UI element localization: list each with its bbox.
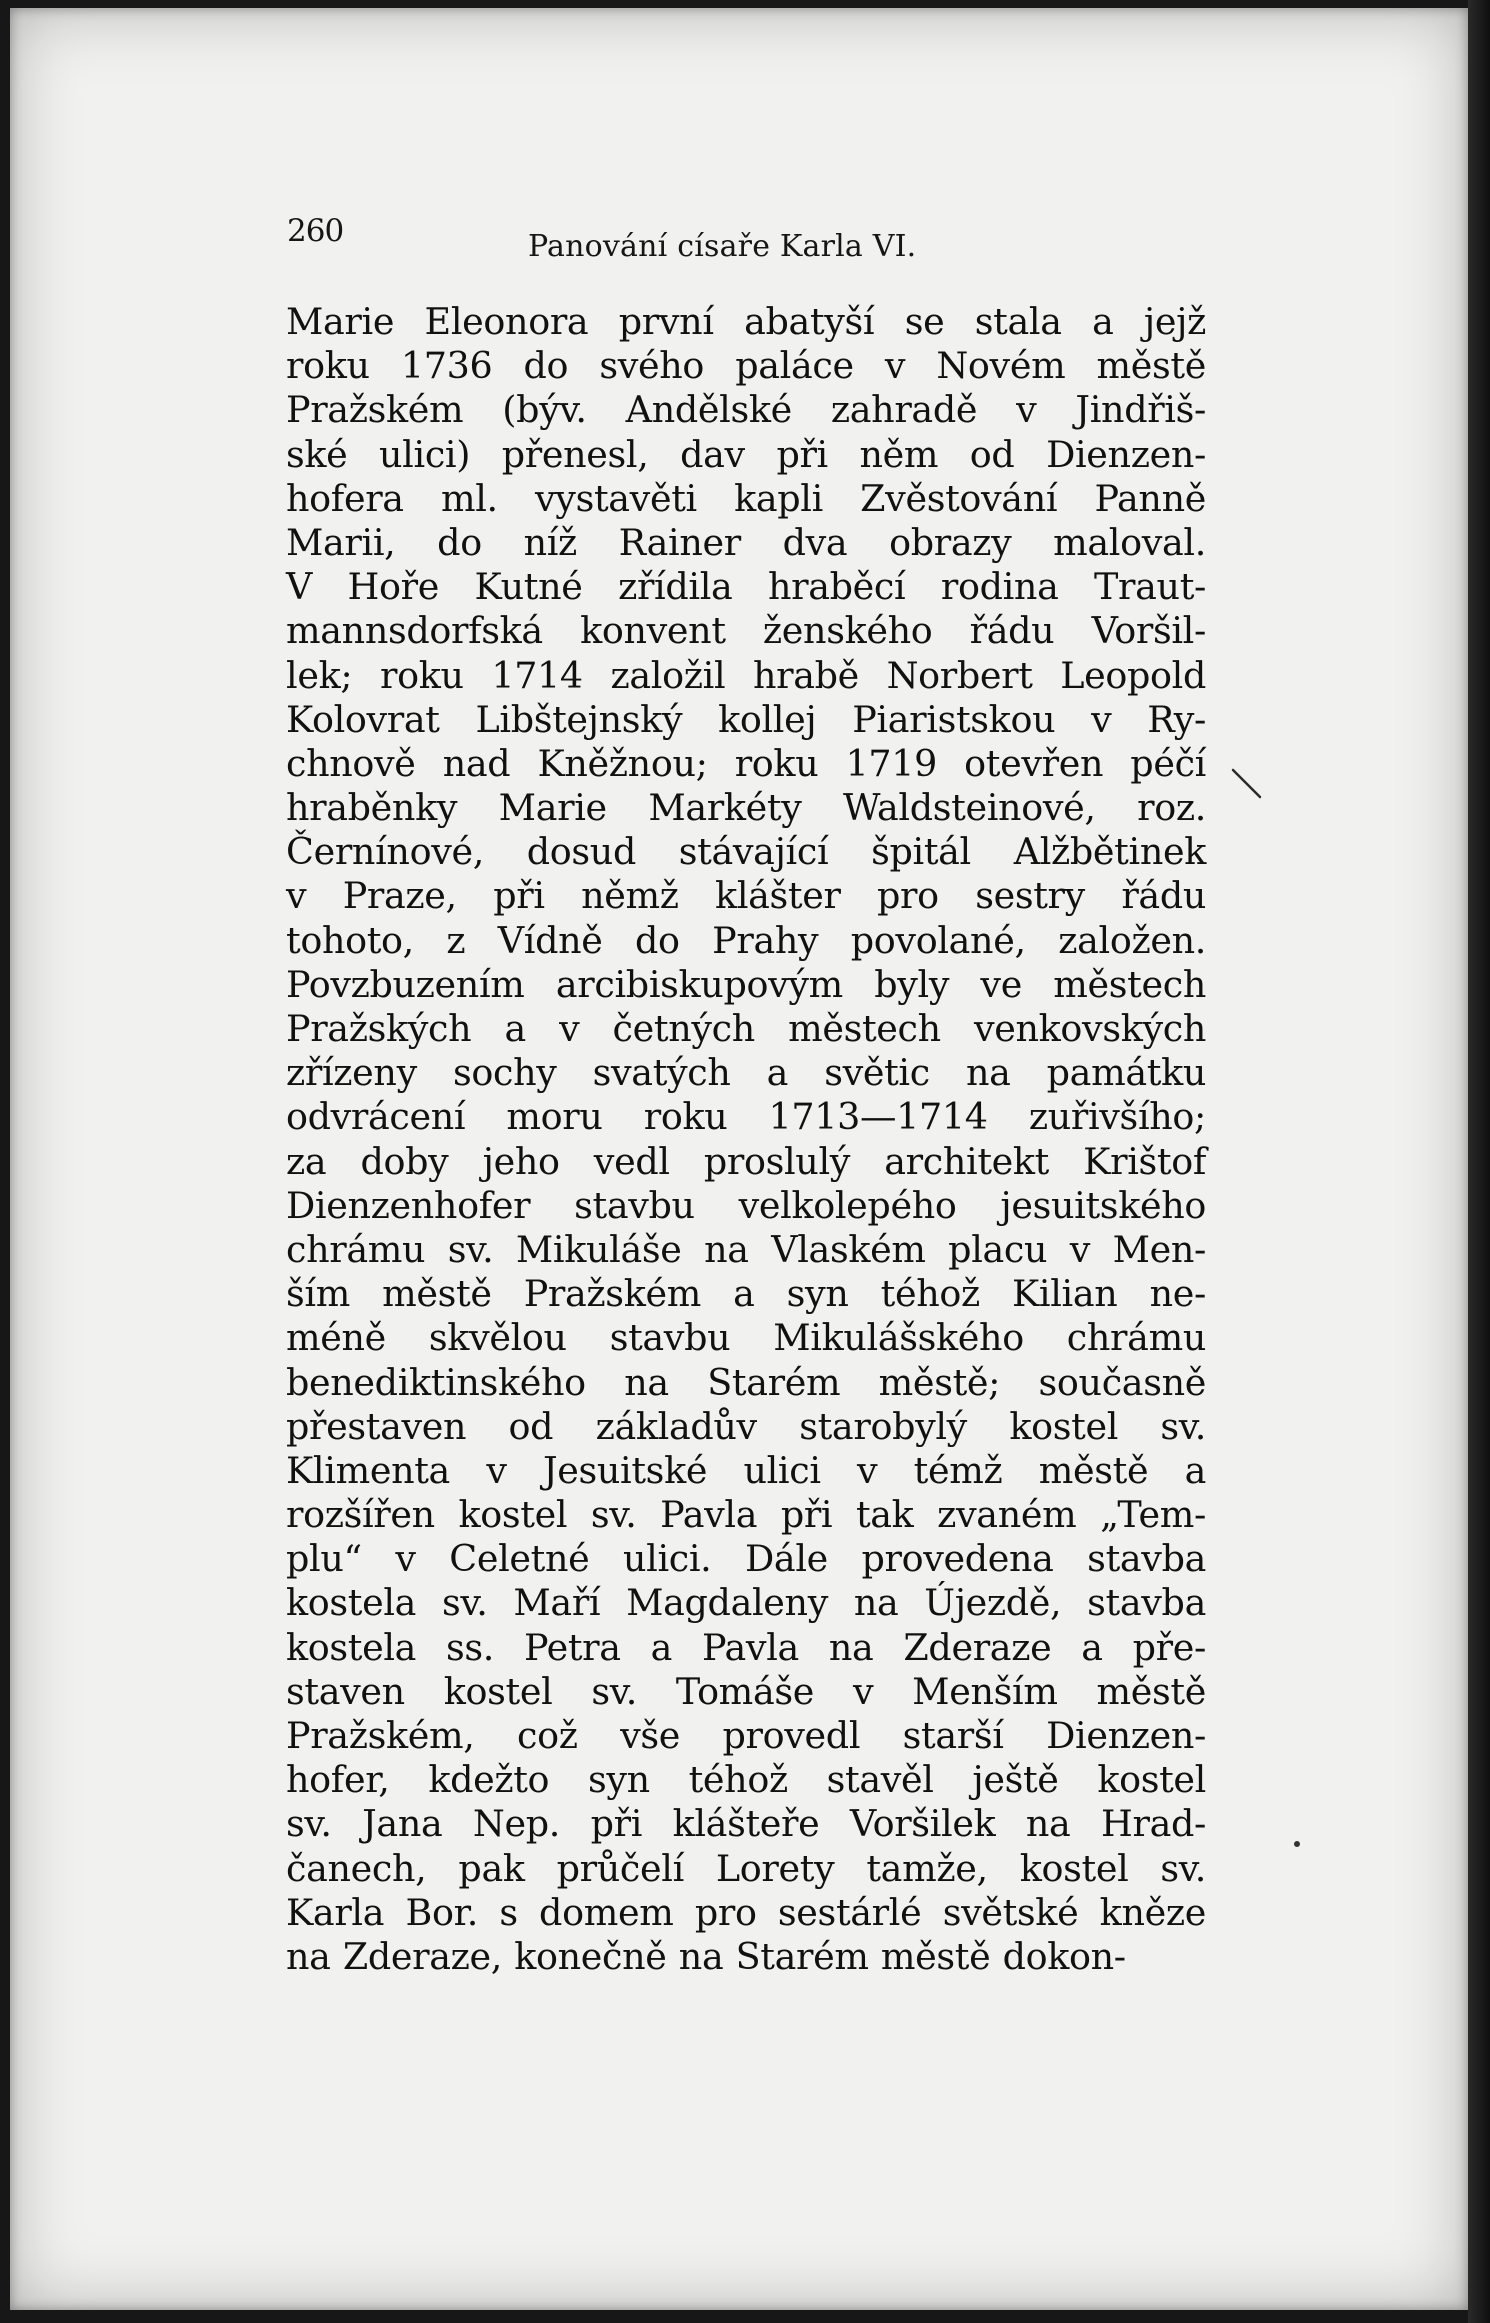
text-line: chnově nad Kněžnou; roku 1719 otevřen péčí (286, 741, 1206, 785)
text-line: staven kostel sv. Tomáše v Menším městě (286, 1669, 1206, 1713)
text-line: Marii, do níž Rainer dva obrazy maloval. (286, 520, 1206, 564)
text-line: přestaven od základův starobylý kostel sv. (286, 1404, 1206, 1448)
text-line: Karla Bor. s domem pro sestárlé světské kněze (286, 1890, 1206, 1934)
text-line: benediktinského na Starém městě; současně (286, 1360, 1206, 1404)
text-line: hraběnky Marie Markéty Waldsteinové, roz. (286, 786, 1206, 830)
text-line: ské ulici) přenesl, dav při něm od Dienzen- (286, 432, 1206, 476)
text-line: kostela ss. Petra a Pavla na Zderaze a pře- (286, 1625, 1206, 1669)
text-line: zřízeny sochy svatých a světic na památku (286, 1051, 1206, 1095)
text-line: chrámu sv. Mikuláše na Vlaském placu v Men- (286, 1227, 1206, 1271)
running-head: Panování císaře Karla VI. (528, 229, 917, 264)
body-text (286, 300, 1206, 1979)
text-line: odvrácení moru roku 1713—1714 zuřivšího; (286, 1095, 1206, 1139)
text-line: Klimenta v Jesuitské ulici v témž městě a (286, 1448, 1206, 1492)
text-line: kostela sv. Maří Magdaleny na Újezdě, stavba (286, 1581, 1206, 1625)
page-number: 260 (287, 213, 344, 249)
text-line: méně skvělou stavbu Mikulášského chrámu (286, 1316, 1206, 1360)
text-line: hofera ml. vystavěti kapli Zvěstování Panně (286, 476, 1206, 520)
text-line: sv. Jana Nep. při klášteře Voršilek na Hrad- (286, 1802, 1206, 1846)
text-line: Pražském (býv. Andělské zahradě v Jindřiš- (286, 388, 1206, 432)
text-line: čanech, pak průčelí Lorety tamže, kostel sv. (286, 1846, 1206, 1890)
text-line: ším městě Pražském a syn téhož Kilian ne- (286, 1272, 1206, 1316)
text-line: Pražských a v četných městech venkovských (286, 1007, 1206, 1050)
page-speck (1294, 1841, 1300, 1847)
text-line: za doby jeho vedl proslulý architekt Krištof (286, 1139, 1206, 1183)
margin-pencil-mark (1230, 766, 1266, 802)
text-line: plu“ v Celetné ulici. Dále provedena stavba (286, 1537, 1206, 1581)
text-line: mannsdorfská konvent ženského řádu Voršil- (286, 609, 1206, 653)
text-line: tohoto, z Vídně do Prahy povolané, založen. (286, 918, 1206, 962)
text-line: na Zderaze, konečně na Starém městě dokon- (286, 1934, 1126, 1978)
text-line: Černínové, dosud stávající špitál Alžbětinek (286, 830, 1206, 874)
text-line: roku 1736 do svého paláce v Novém městě (286, 344, 1206, 388)
text-line: Pražském, což vše provedl starší Dienzen- (286, 1714, 1206, 1757)
text-line: Kolovrat Libštejnský kollej Piaristskou v Ry- (286, 697, 1206, 741)
text-line: Povzbuzením arcibiskupovým byly ve městech (286, 962, 1206, 1006)
text-line: Dienzenhofer stavbu velkolepého jesuitského (286, 1183, 1206, 1227)
text-line: rozšířen kostel sv. Pavla při tak zvaném „Tem- (286, 1493, 1206, 1537)
text-line: Marie Eleonora první abatyší se stala a jejž (286, 300, 1206, 343)
text-line: v Praze, při němž klášter pro sestry řádu (286, 874, 1206, 918)
text-line: V Hoře Kutné zřídila hraběcí rodina Traut- (286, 565, 1206, 609)
text-line: hofer, kdežto syn téhož stavěl ještě kostel (286, 1758, 1206, 1802)
page-edge-shadow (1468, 0, 1490, 2323)
text-line: lek; roku 1714 založil hrabě Norbert Leopold (286, 653, 1206, 697)
